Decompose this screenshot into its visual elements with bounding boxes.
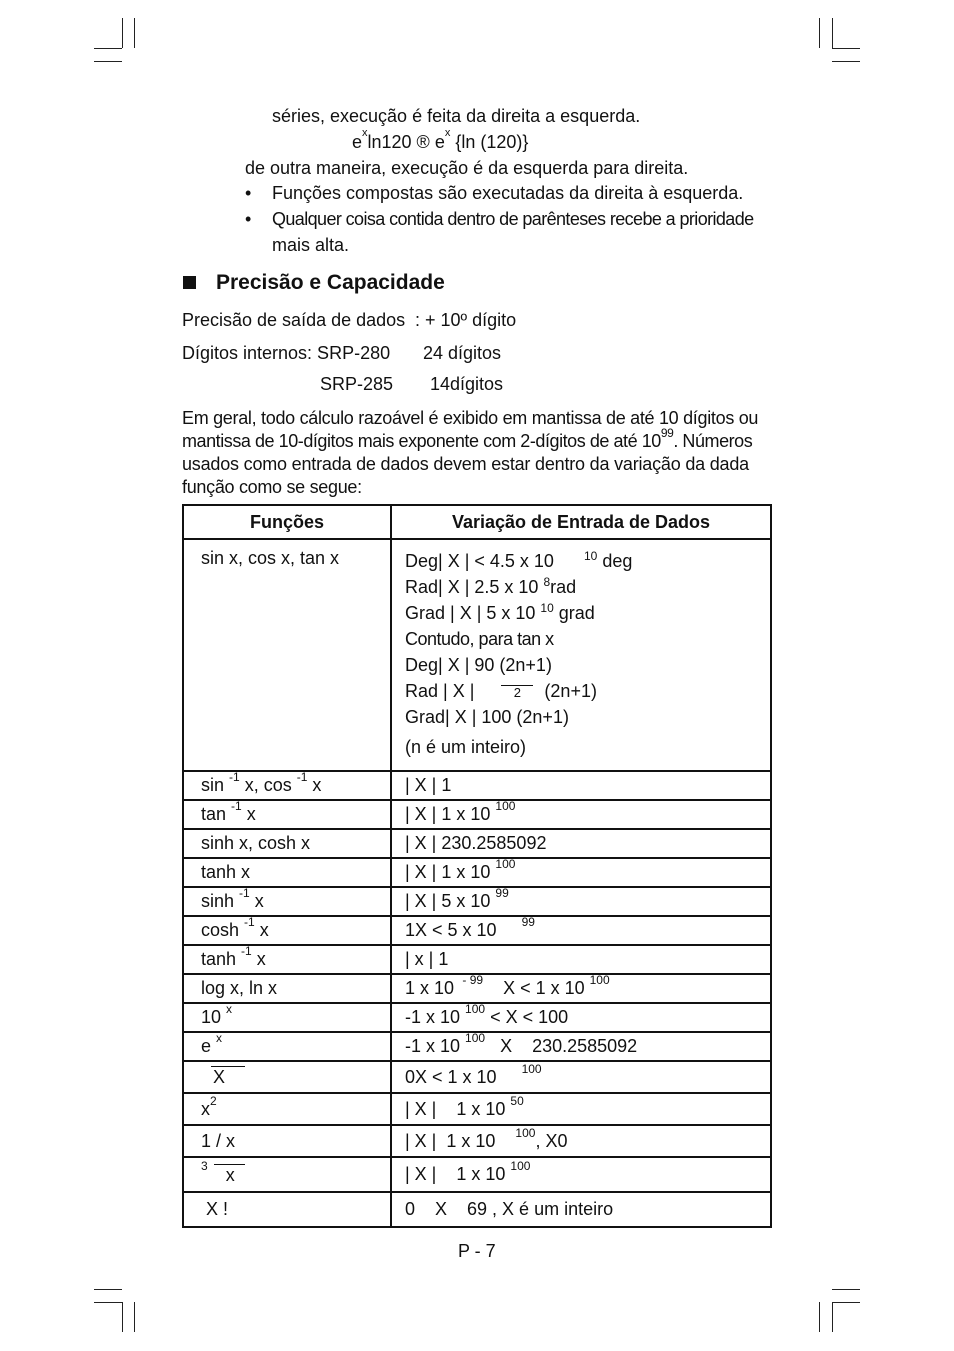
para-line-3: usados como entrada de dados devem estar dentro da variação da dada: [182, 454, 749, 474]
internal-label: Dígitos internos: SRP-280: [182, 343, 391, 363]
table-row: tanh x | X | 1 x 10 $^{100}$: [183, 858, 771, 887]
model-285: SRP-285: [320, 374, 394, 394]
para-line-1: Em geral, todo cálculo razoável é exibido em mantissa de até 10 dígitos ou: [182, 408, 759, 428]
bullet-glyph: •: [245, 183, 252, 203]
internal-280: 24 dígitos: [423, 343, 502, 363]
para-line-4: função como se segue:: [182, 477, 362, 497]
trig-range: Deg| X | < 4.5 x 10 $^{10}$ deg Rad| X | 2.5 x 10 $^8$rad Grad | X | 5 x 10 $^{10}$ grad Contudo, para tan x Deg| X | 90 (2n+1) Rad | X | 2 (2n+1) Grad| X | 100 (2n+1) (n é um inteiro): [391, 539, 771, 771]
table-row: X ! 0 X 69 , X é um inteiro: [183, 1192, 771, 1227]
table-row: 10 $^x$ -1 x 10 $^{100}$ < X < 100: [183, 1003, 771, 1032]
table-row: [183, 539, 771, 771]
formula-line: $e^x\ln 120$ ® $e^x$ {ln (120)}: [352, 127, 529, 152]
internal-285: 14dígitos: [430, 374, 504, 394]
range-table: [182, 504, 772, 1228]
table-row: 1 / x | X | 1 x 10 $^{100}$, X0: [183, 1125, 771, 1157]
table-row: cosh $^{-1}$ x 1X < 5 x 10 $^{99}$: [183, 916, 771, 945]
table-row: tan $^{-1}$ x | X | 1 x 10 $^{100}$: [183, 800, 771, 829]
table-row: X 0X < 1 x 10 $^{100}$: [183, 1061, 771, 1093]
intro-line-3: de outra maneira, execução é da esquerda para direita.: [245, 158, 689, 178]
trig-fn: sin x, cos x, tan x: [183, 539, 391, 771]
table-row: sin $^{-1}$ x, cos $^{-1}$ x | X | 1: [183, 771, 771, 800]
table-row: $x^2$ | X | 1 x 10 $^{50}$: [183, 1093, 771, 1125]
intro-line-1: séries, execução é feita da direita a esquerda.: [272, 106, 641, 126]
table-row: e $^x$ -1 x 10 $^{100}$ X 230.2585092: [183, 1032, 771, 1061]
bullet-1: Funções compostas são executadas da direita à esquerda.: [272, 183, 744, 203]
section-title: Precisão e Capacidade: [216, 271, 445, 294]
table-row: tanh $^{-1}$ x | x | 1: [183, 945, 771, 974]
table-row: sinh $^{-1}$ x | X | 5 x 10 $^{99}$: [183, 887, 771, 916]
table-row: log x, ln x 1 x 10 $^{- 99}$ X < 1 x 10 $^{100}$: [183, 974, 771, 1003]
table-header: [183, 505, 771, 539]
para-line-2: mantissa de 10-dígitos mais exponente com 2-dígitos de até $10^{99}$. Números: [182, 426, 753, 451]
bullet-2-cont: mais alta.: [272, 235, 350, 255]
bullet-2: Qualquer coisa contida dentro de parênteses recebe a prioridade: [272, 209, 754, 229]
bullet-glyph: •: [245, 209, 252, 229]
precision-label: Precisão de saída de dados: [182, 310, 406, 330]
sqrt-symbol: X: [211, 1066, 245, 1088]
precision-value: : + 10º dígito: [415, 310, 517, 330]
page-number: P - 7: [458, 1241, 496, 1261]
section-square-icon: [183, 276, 196, 289]
table-row: $^3$ x | X | 1 x 10 $^{100}$: [183, 1157, 771, 1192]
cbrt-symbol: x: [214, 1164, 245, 1186]
col-functions: Funções: [183, 505, 391, 539]
col-range: Variação de Entrada de Dados: [391, 505, 771, 539]
table-row: sinh x, cosh x | X | 230.2585092: [183, 829, 771, 858]
